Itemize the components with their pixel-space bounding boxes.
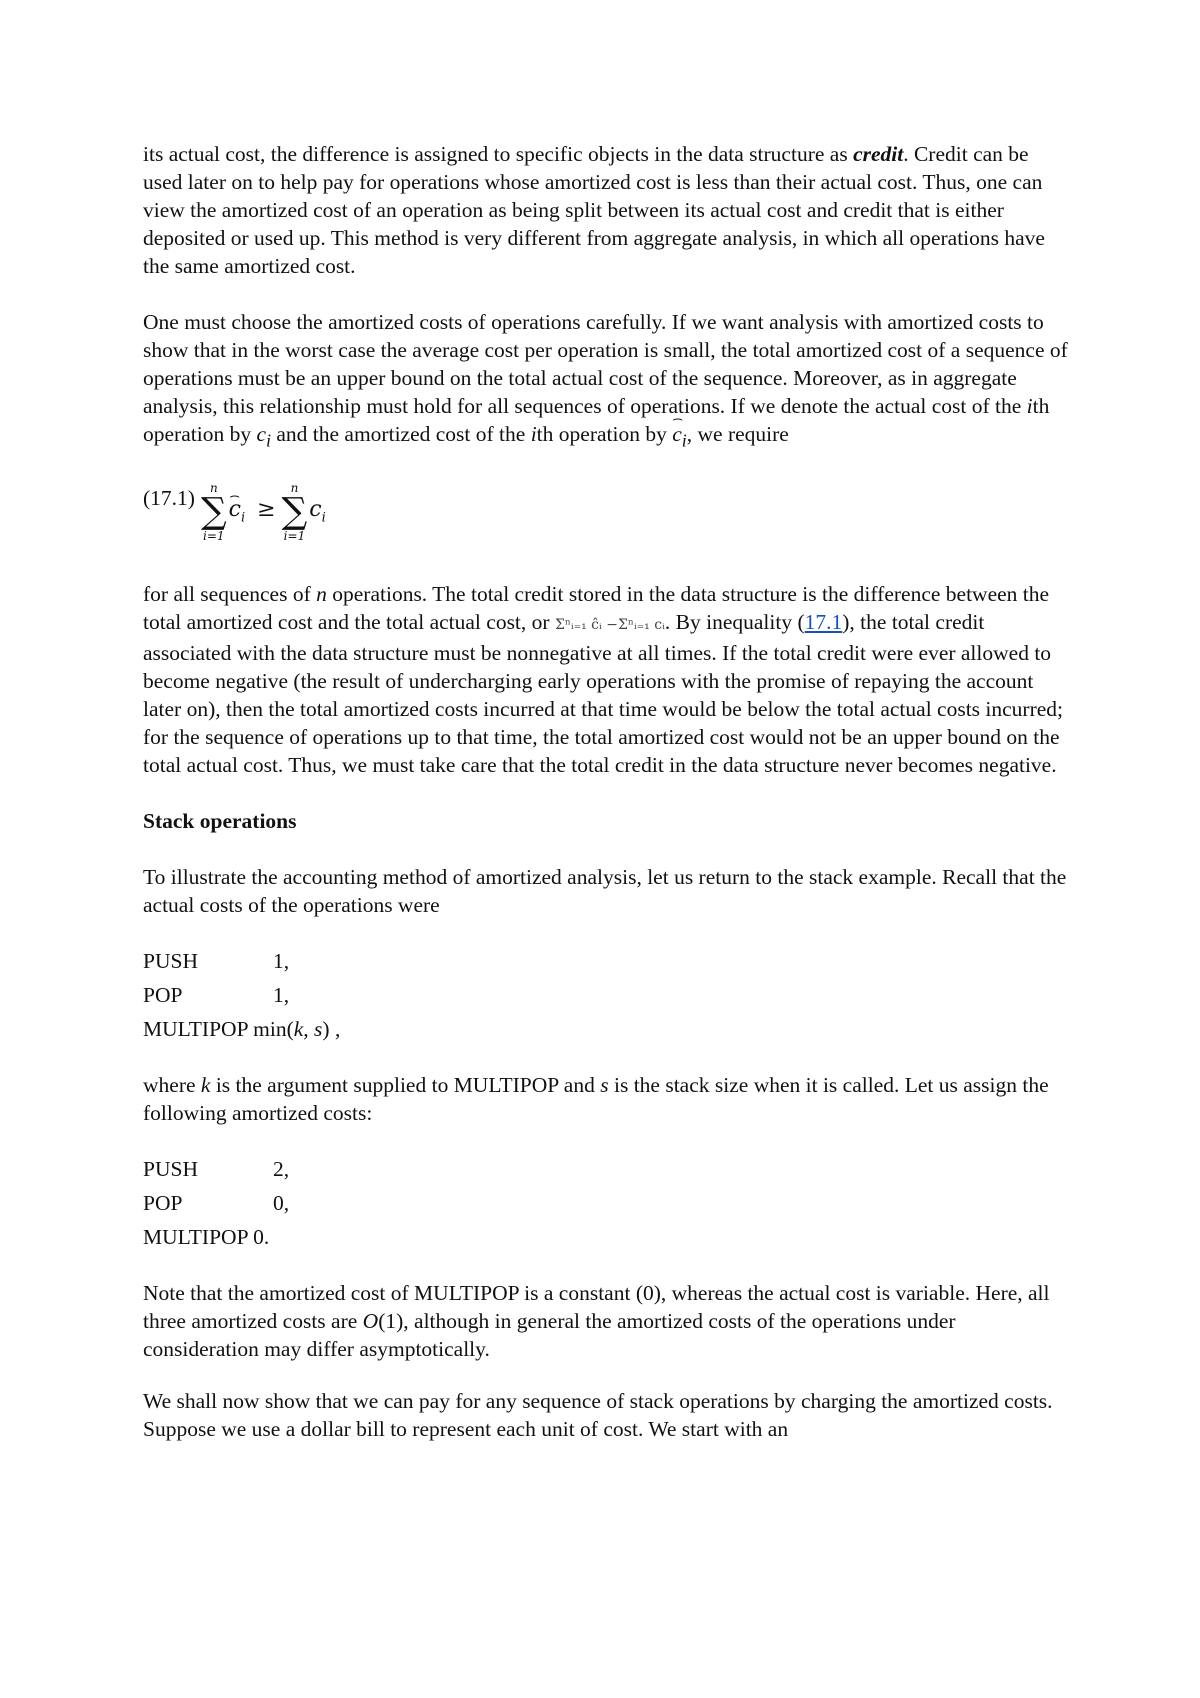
op-name: PUSH bbox=[143, 1157, 198, 1182]
op-name: POP bbox=[143, 983, 183, 1008]
equation-17-1: (17.1) n ∑ i=1 ⌢ $c_i$ ≥ n ∑ i=1 $c_i$ bbox=[143, 482, 1073, 556]
op-cost: 1, bbox=[273, 983, 290, 1008]
amortized-cost-symbol: ⌢ c bbox=[672, 420, 682, 448]
paragraph-illustrate: To illustrate the accounting method of amortized analysis, let us return to the stack example. Recall that the actual costs of the operations were bbox=[143, 865, 1067, 918]
section-heading: Stack operations bbox=[143, 809, 297, 834]
summation-right: n ∑ i=1 bbox=[281, 481, 308, 544]
multipop-actual-line: MULTIPOP min(k, s) , bbox=[143, 1017, 341, 1042]
op-cost: 2, bbox=[273, 1157, 290, 1182]
paragraph-choose-costs: One must choose the amortized costs of operations carefully. If we want analysis with amortized costs to show that in the worst case the average cost per operation is small, the total amortized cost of a sequence of operations must be an upper bound on the total actual cost of the sequence. Moreover, as in aggregate analysis, this relationship must hold for all sequences of operations. If we denote the actual cost of the ith operation by $c_i$ and the amortized cost of the ith operation by ⌢ $c_i$, we require bbox=[143, 308, 1073, 454]
paragraph-assign: where k is the argument supplied to MULTIPOP and s is the stack size when it is called. Let us assign the following amortized costs: bbox=[143, 1073, 1049, 1126]
paragraph-total-credit: for all sequences of n operations. The total credit stored in the data structure is the difference between the total amortized cost and the total actual cost, or Σⁿᵢ₌₁ ĉᵢ −Σⁿᵢ₌₁ cᵢ. By inequality (17.1), the total credit associated with the data structure must be nonnegative at all times. If the total credit were ever allowed to become negative (the result of undercharging early operations with the promise of repaying the account later on), then the total amortized costs incurred at that time would be below the total actual costs incurred; for the sequence of operations up to that time, the total amortized cost would not be an upper bound on the total actual cost. Thus, we must take care that the total credit in the data structure never becomes negative. bbox=[143, 582, 1064, 778]
amortized-costs-table bbox=[143, 1155, 1073, 1217]
op-cost: 0, bbox=[273, 1191, 290, 1216]
equation-label: (17.1) bbox=[143, 486, 195, 511]
summation-left: n ∑ i=1 bbox=[200, 481, 227, 544]
paragraph-note: Note that the amortized cost of MULTIPOP is a constant (0), whereas the actual cost is variable. Here, all three amortized costs are O(1), although in general the amortized costs of the operations under consideration may differ asymptotically. bbox=[143, 1281, 1050, 1362]
paragraph-credit: its actual cost, the difference is assigned to specific objects in the data structure as credit. Credit can be used later on to help pay for operations whose amortized cost is less than their actual cost. Thus, one can view the amortized cost of an operation as being split between its actual cost and credit that is either deposited or used up. This method is very different from aggregate analysis, in which all operations have the same amortized cost. bbox=[143, 142, 1045, 278]
paragraph-dollar-bill: We shall now show that we can pay for any sequence of stack operations by charging the amortized costs. Suppose we use a dollar bill to represent each unit of cost. We start with an bbox=[143, 1389, 1053, 1442]
op-name: PUSH bbox=[143, 949, 198, 974]
inline-credit-formula: Σⁿᵢ₌₁ ĉᵢ −Σⁿᵢ₌₁ cᵢ bbox=[554, 617, 665, 634]
op-cost: 1, bbox=[273, 949, 290, 974]
actual-costs-table bbox=[143, 947, 1073, 1009]
multipop-amortized-line: MULTIPOP 0. bbox=[143, 1225, 270, 1250]
credit-term: credit bbox=[853, 142, 904, 166]
document-page bbox=[143, 140, 1073, 1443]
equation-ref-link[interactable]: 17.1 bbox=[804, 610, 843, 635]
op-name: POP bbox=[143, 1191, 183, 1216]
